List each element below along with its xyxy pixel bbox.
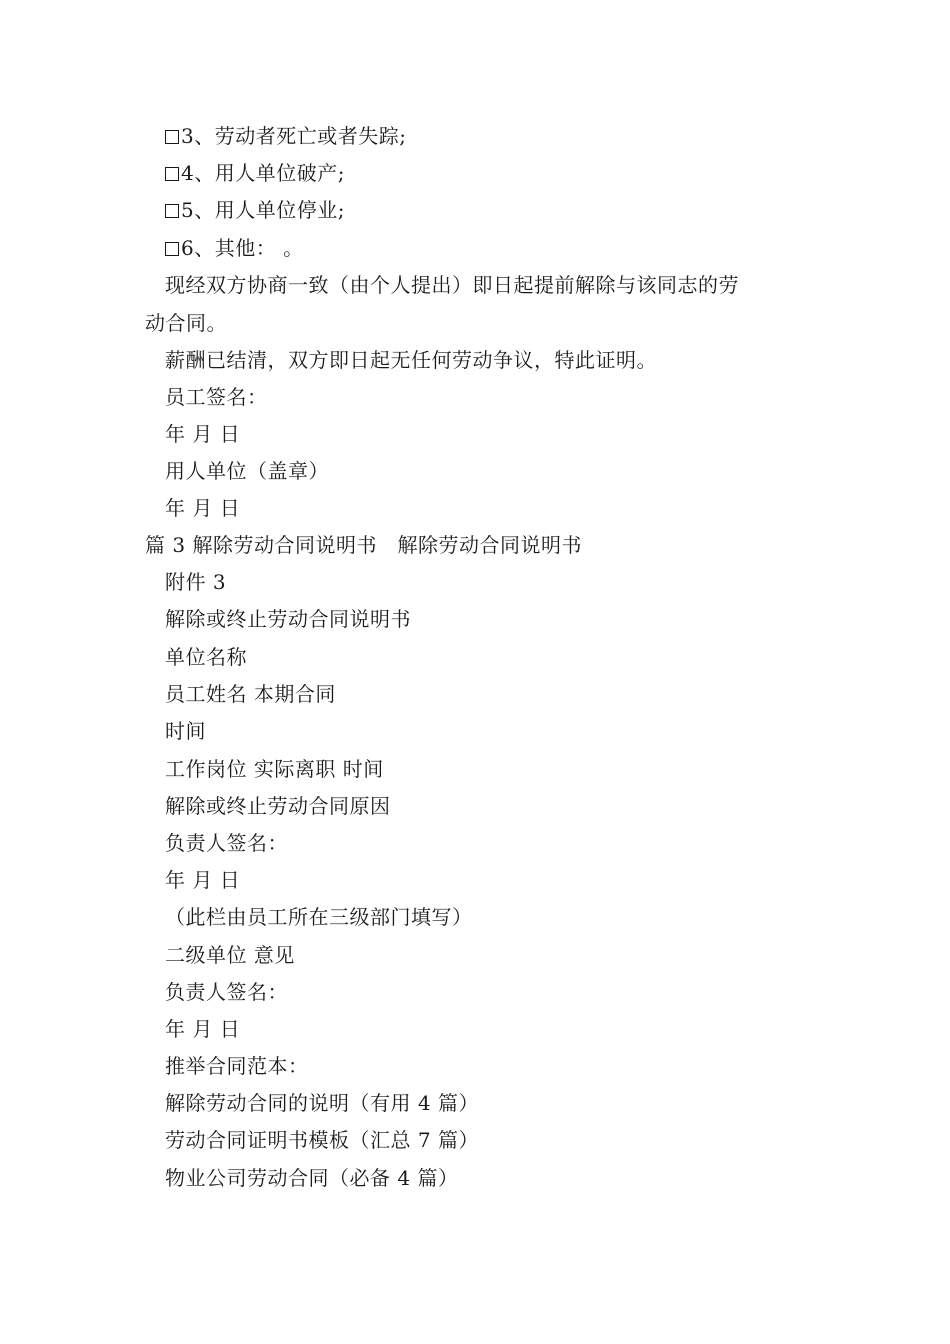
field-employee-name: 员工姓名 本期合同	[165, 682, 336, 706]
checkbox-icon[interactable]	[165, 167, 179, 181]
checklist-item	[165, 161, 345, 185]
date-line: 年 月 日	[165, 422, 241, 446]
recommend-link[interactable]: 劳动合同证明书模板（汇总 7 篇）	[165, 1128, 479, 1152]
employer-seal-label: 用人单位（盖章）	[165, 459, 329, 483]
checkbox-icon[interactable]	[165, 204, 179, 218]
checklist-label: 4、用人单位破产;	[181, 161, 345, 185]
field-position: 工作岗位 实际离职 时间	[165, 757, 384, 781]
paragraph-negotiation-cont: 动合同。	[145, 311, 227, 335]
form-title: 解除或终止劳动合同说明书	[165, 607, 411, 631]
field-secondary-unit: 二级单位 意见	[165, 943, 295, 967]
recommend-link[interactable]: 解除劳动合同的说明（有用 4 篇）	[165, 1091, 479, 1115]
checklist-label: 3、劳动者死亡或者失踪;	[181, 124, 407, 148]
manager-signature-label: 负责人签名：	[165, 980, 288, 1004]
field-reason: 解除或终止劳动合同原因	[165, 794, 391, 818]
recommend-heading: 推举合同范本：	[165, 1054, 309, 1078]
date-line: 年 月 日	[165, 496, 241, 520]
checklist-item	[165, 236, 304, 260]
recommend-link[interactable]: 物业公司劳动合同（必备 4 篇）	[165, 1166, 459, 1190]
field-unit-name: 单位名称	[165, 645, 247, 669]
note-dept: （此栏由员工所在三级部门填写）	[165, 905, 473, 929]
checklist-label: 6、其他： 。	[181, 236, 304, 260]
date-line: 年 月 日	[165, 1017, 241, 1041]
checkbox-icon[interactable]	[165, 130, 179, 144]
section-heading: 篇 3 解除劳动合同说明书 解除劳动合同说明书	[145, 533, 582, 557]
employee-signature-label: 员工签名：	[165, 385, 268, 409]
checklist-label: 5、用人单位停业;	[181, 198, 345, 222]
checkbox-icon[interactable]	[165, 242, 179, 256]
checklist-item	[165, 198, 345, 222]
checklist-item	[165, 124, 406, 148]
paragraph-salary: 薪酬已结清，双方即日起无任何劳动争议，特此证明。	[165, 348, 657, 372]
attachment-label: 附件 3	[165, 570, 227, 594]
date-line: 年 月 日	[165, 868, 241, 892]
field-time: 时间	[165, 719, 206, 743]
paragraph-negotiation: 现经双方协商一致（由个人提出）即日起提前解除与该同志的劳	[165, 273, 739, 297]
manager-signature-label: 负责人签名：	[165, 831, 288, 855]
